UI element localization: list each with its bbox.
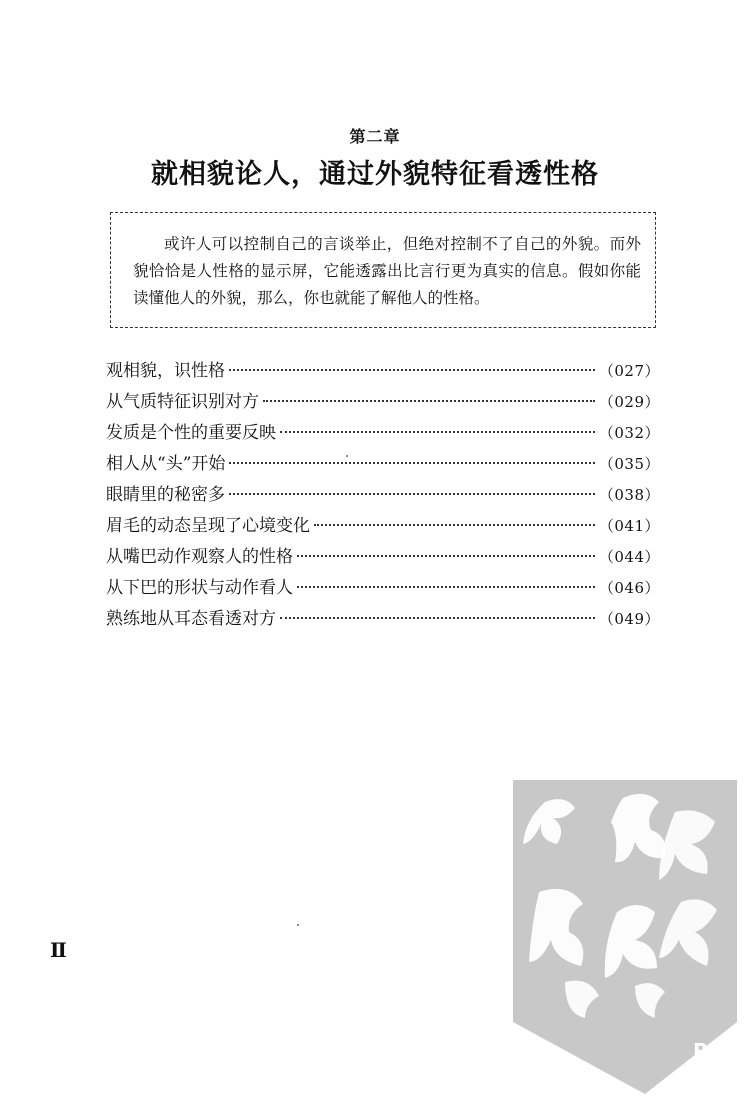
chapter-number: 第二章: [349, 127, 401, 146]
toc-entry[interactable]: [106, 480, 660, 511]
toc-leader-dots: [229, 462, 594, 464]
toc-entry-page: （044）: [598, 548, 660, 566]
toc-entry-page: （041）: [598, 517, 660, 535]
toc-entry-page: （046）: [598, 579, 660, 597]
toc-entry[interactable]: [106, 604, 660, 635]
toc-entry[interactable]: [106, 573, 660, 604]
toc-entry-page: （049）: [598, 610, 660, 628]
chapter-intro-box: [110, 212, 656, 328]
toc-entry[interactable]: [106, 449, 660, 480]
toc-entry-title: 发质是个性的重要反映: [106, 423, 276, 443]
toc-entry-title: 从嘴巴动作观察人的性格: [106, 547, 293, 567]
toc-leader-dots: [297, 555, 595, 557]
toc-entry-title: 观相貌，识性格: [106, 361, 225, 381]
page-folio: Ⅱ: [50, 938, 67, 962]
toc-entry-title: 从气质特征识别对方: [106, 392, 259, 412]
toc-entry[interactable]: [106, 418, 660, 449]
toc-leader-dots: [229, 493, 595, 495]
toc-leader-dots: [229, 369, 595, 371]
toc-entry-title: 熟练地从耳态看透对方: [106, 609, 276, 629]
toc-entry[interactable]: [106, 511, 660, 542]
chapter-title: 就相貌论人，通过外貌特征看透性格: [151, 159, 599, 190]
watermark-text: PDG: [693, 1039, 741, 1063]
toc-leader-dots: [280, 431, 595, 433]
toc-leader-dots: [263, 400, 595, 402]
chapter-intro-text: 或许人可以控制自己的言谈举止，但绝对控制不了自己的外貌。而外貌恰恰是人性格的显示屏，它能透露出比言行更为真实的信息。假如你能读懂他人的外貌，那么，你也就能了解他人的性格。: [133, 235, 641, 307]
toc-leader-dots: [314, 524, 595, 526]
scan-speck: [297, 924, 299, 926]
toc-entry-page: （032）: [598, 424, 660, 442]
toc-entry-page: （027）: [598, 362, 660, 380]
toc-entry-title: 相人从“头”开始: [106, 454, 226, 474]
scan-speck: [346, 455, 348, 457]
table-of-contents: [106, 356, 660, 635]
toc-entry-title: 从下巴的形状与动作看人: [106, 578, 293, 598]
toc-entry-title: 眼睛里的秘密多: [106, 485, 225, 505]
toc-entry[interactable]: [106, 542, 660, 573]
toc-leader-dots: [280, 617, 595, 619]
toc-entry[interactable]: [106, 356, 660, 387]
library-seal-stamp-icon: [505, 772, 745, 1102]
toc-leader-dots: [297, 586, 595, 588]
toc-entry-page: （038）: [598, 486, 660, 504]
toc-entry[interactable]: [106, 387, 660, 418]
toc-entry-title: 眉毛的动态呈现了心境变化: [106, 516, 310, 536]
toc-entry-page: （029）: [598, 393, 660, 411]
toc-entry-page: （035）: [598, 455, 660, 473]
